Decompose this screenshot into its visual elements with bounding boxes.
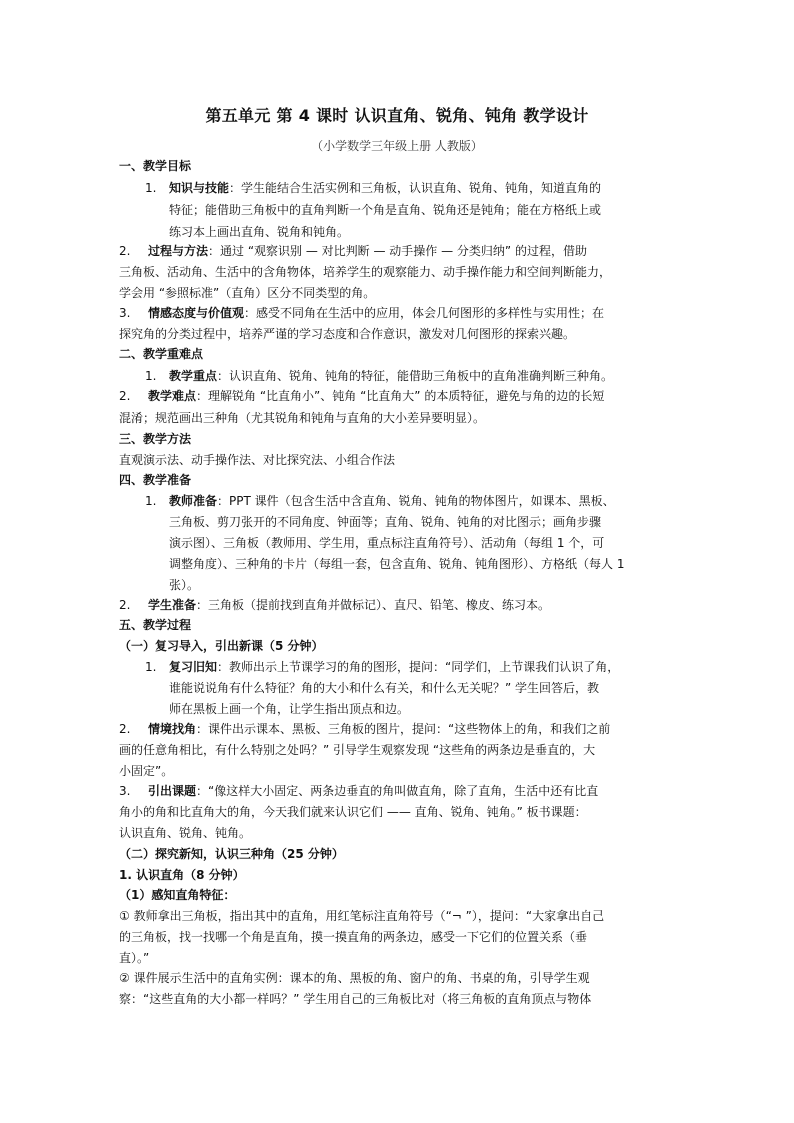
paragraph-line: 张）。 <box>169 578 200 592</box>
item-lead: 教学难点 <box>148 389 197 403</box>
paragraph-line: 探究角的分类过程中，培养严谨的学习态度和合作意识，激发对几何图形的探索兴趣。 <box>119 327 576 341</box>
paragraph-line: ① 教师拿出三角板，指出其中的直角，用红笔标注直角符号（“¬ ”），提问：“大家拿出自己 <box>119 909 605 923</box>
paragraph-line <box>169 368 613 384</box>
item-text: ：课件出示课本、黑板、三角板的图片，提问：“这些物体上的角，和我们之前 <box>196 722 611 736</box>
paragraph-line: 三角板、活动角、生活中的含角物体，培养学生的观察能力、动手操作能力和空间判断能力， <box>119 265 612 279</box>
paragraph-line <box>169 180 601 196</box>
doc-title: 第五单元 第 4 课时 认识直角、锐角、钝角 教学设计 <box>205 106 589 125</box>
item-text: ：感受不同角在生活中的应用，体会几何图形的多样性与实用性；在 <box>244 306 605 320</box>
item-text: ：“像这样大小固定、两条边垂直的角叫做直角，除了直角，生活中还有比直 <box>196 784 599 798</box>
paragraph-line: 直观演示法、动手操作法、对比探究法、小组合作法 <box>119 453 396 467</box>
paragraph-line: 小固定”。 <box>119 764 174 778</box>
paragraph-line: 画的任意角相比，有什么特别之处吗？” 引导学生观察发现 “这些角的两条边是垂直的，大 <box>119 743 596 757</box>
item-lead: 教师准备 <box>169 494 218 508</box>
paragraph-line <box>148 783 598 799</box>
list-number: 1. <box>145 369 157 383</box>
paragraph-line: 特征；能借助三角板中的直角判断一个角是直角、锐角还是钝角；能在方格纸上或 <box>169 203 602 217</box>
list-number: 3. <box>119 306 131 320</box>
item-text: ：三角板（提前找到直角并做标记）、直尺、铅笔、橡皮、练习本。 <box>196 598 551 612</box>
item-text: ：认识直角、锐角、钝角的特征，能借助三角板中的直角准确判断三种角。 <box>217 369 614 383</box>
paragraph-line <box>148 305 604 321</box>
paragraph-line: 直）。” <box>119 951 150 965</box>
paragraph-line: 三角板、剪刀张开的不同角度、钟面等；直角、锐角、钝角的对比图示；画角步骤 <box>169 515 602 529</box>
list-number: 2. <box>119 598 131 612</box>
paragraph-line: 混淆；规范画出三种角（尤其锐角和钝角与直角的大小差异要明显）。 <box>119 411 486 425</box>
section-heading: 一、教学目标 <box>119 159 192 173</box>
list-number: 1. <box>145 181 157 195</box>
list-number: 2. <box>119 244 131 258</box>
list-number: 3. <box>119 784 131 798</box>
item-lead: 过程与方法 <box>148 244 209 258</box>
paragraph-line <box>148 721 610 737</box>
paragraph-line: 谁能说说角有什么特征？角的大小和什么有关，和什么无关呢？” 学生回答后，教 <box>169 681 600 695</box>
section-heading: 五、教学过程 <box>119 618 192 632</box>
paragraph-line <box>148 243 587 259</box>
item-text: ：PPT 课件（包含生活中含直角、锐角、钝角的物体图片，如课本、黑板、 <box>217 494 615 508</box>
item-text: ：理解锐角 “比直角小”、钝角 “比直角大” 的本质特征，避免与角的边的长短 <box>196 389 605 403</box>
paragraph-line <box>169 659 619 675</box>
item-lead: 学生准备 <box>148 598 197 612</box>
doc-subtitle: （小学数学三年级上册 人教版） <box>311 139 483 153</box>
item-text: ：教师出示上节课学习的角的图形，提问：“同学们，上节课我们认识了角， <box>217 660 620 674</box>
list-number: 2. <box>119 389 131 403</box>
paragraph-line <box>148 597 550 613</box>
section-heading: 四、教学准备 <box>119 473 192 487</box>
paragraph-line: 师在黑板上画一个角，让学生指出顶点和边。 <box>169 702 410 716</box>
item-lead: 情感态度与价值观 <box>148 306 245 320</box>
item-text: ：学生能结合生活实例和三角板，认识直角、锐角、钝角，知道直角的 <box>229 181 602 195</box>
paragraph-line: 的三角板，找一找哪一个角是直角，摸一摸直角的两条边，感受一下它们的位置关系（垂 <box>119 930 588 944</box>
list-number: 1. <box>145 494 157 508</box>
paragraph-line: 演示图）、三角板（教师用、学生用，重点标注直角符号）、活动角（每组 1 个，可 <box>169 536 605 550</box>
item-lead: 情境找角 <box>148 722 197 736</box>
item-lead: 复习旧知 <box>169 660 218 674</box>
paragraph-line: 调整角度）、三种角的卡片（每组一套，包含直角、锐角、钝角图形）、方格纸（每人 1 <box>169 557 625 571</box>
paragraph-line: 认识直角、锐角、钝角。 <box>119 826 252 840</box>
item-lead: 引出课题 <box>148 784 197 798</box>
paragraph-line: ② 课件展示生活中的直角实例：课本的角、黑板的角、窗户的角、书桌的角，引导学生观 <box>119 971 590 985</box>
subsection-heading: （二）探究新知，认识三种角（25 分钟） <box>119 847 344 861</box>
paragraph-line: 角小的角和比直角大的角，今天我们就来认识它们 —— 直角、锐角、钝角。” 板书课题： <box>119 805 587 819</box>
subsection-heading: 1. 认识直角（8 分钟） <box>119 868 245 882</box>
paragraph-line: 练习本上画出直角、锐角和钝角。 <box>169 225 350 239</box>
subsection-heading: （1）感知直角特征： <box>119 888 236 902</box>
paragraph-line <box>169 493 615 509</box>
section-heading: 三、教学方法 <box>119 432 192 446</box>
item-lead: 知识与技能 <box>169 181 230 195</box>
paragraph-line <box>148 388 604 404</box>
item-lead: 教学重点 <box>169 369 218 383</box>
list-number: 1. <box>145 660 157 674</box>
section-heading: 二、教学重难点 <box>119 347 204 361</box>
list-number: 2. <box>119 722 131 736</box>
item-text: ：通过 “观察识别 — 对比判断 — 动手操作 — 分类归纳” 的过程，借助 <box>208 244 587 258</box>
paragraph-line: 察：“这些直角的大小都一样吗？” 学生用自己的三角板比对（将三角板的直角顶点与物体 <box>119 992 592 1006</box>
paragraph-line: 学会用 “参照标准”（直角）区分不同类型的角。 <box>119 286 376 300</box>
subsection-heading: （一）复习导入，引出新课（5 分钟） <box>119 639 324 653</box>
